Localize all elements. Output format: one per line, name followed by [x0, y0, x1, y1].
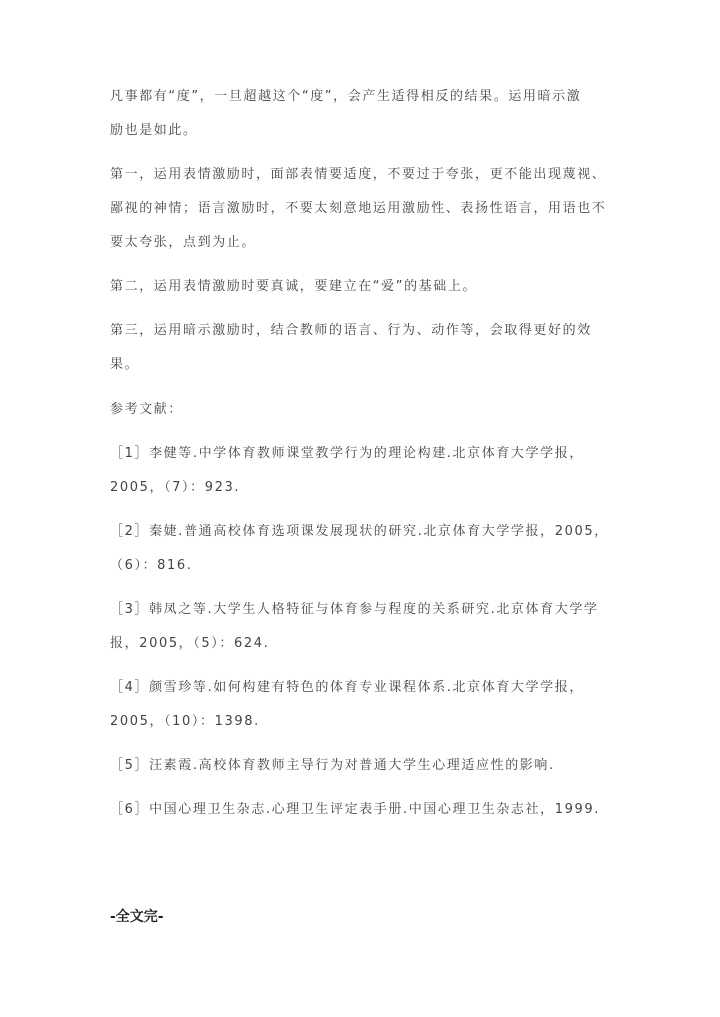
references-heading: 参考文献： [110, 402, 184, 417]
paragraph-line: 第三，运用暗示激励时，结合教师的语言、行为、动作等，会取得更好的效 [110, 323, 592, 338]
paragraph-line: 果。 [110, 357, 140, 372]
paragraph-line: 要太夸张，点到为止。 [110, 235, 257, 250]
end-of-document-mark: -全文完- [110, 909, 164, 925]
reference-line: ［6］中国心理卫生杂志.心理卫生评定表手册.中国心理卫生杂志社，1999. [110, 802, 600, 817]
paragraph-line: 第二，运用表情激励时要真诚，要建立在“爱”的基础上。 [110, 279, 478, 294]
paragraph-line: 鄙视的神情；语言激励时，不要太刻意地运用激励性、表扬性语言，用语也不 [110, 201, 607, 216]
paragraph-line: 励也是如此。 [110, 123, 198, 138]
paragraph-line: 凡事都有“度”，一旦超越这个“度”，会产生适得相反的结果。运用暗示激 [110, 89, 582, 104]
reference-line: （6）：816. [110, 558, 193, 573]
reference-line: 2005，（7）：923. [110, 480, 241, 495]
reference-line: ［4］颜雪珍等.如何构建有特色的体育专业课程体系.北京体育大学学报， [110, 680, 584, 695]
reference-line: 报，2005，（5）：624. [110, 636, 270, 651]
reference-line: ［1］李健等.中学体育教师课堂教学行为的理论构建.北京体育大学学报， [110, 446, 584, 461]
reference-line: 2005，（10）：1398. [110, 714, 260, 729]
reference-line: ［3］韩凤之等.大学生人格特征与体育参与程度的关系研究.北京体育大学学 [110, 602, 599, 617]
reference-line: ［2］秦婕.普通高校体育选项课发展现状的研究.北京体育大学学报，2005， [110, 524, 609, 539]
reference-line: ［5］汪素霞.高校体育教师主导行为对普通大学生心理适应性的影响. [110, 758, 555, 773]
paragraph-line: 第一，运用表情激励时，面部表情要适度，不要过于夸张，更不能出现蔑视、 [110, 167, 607, 182]
